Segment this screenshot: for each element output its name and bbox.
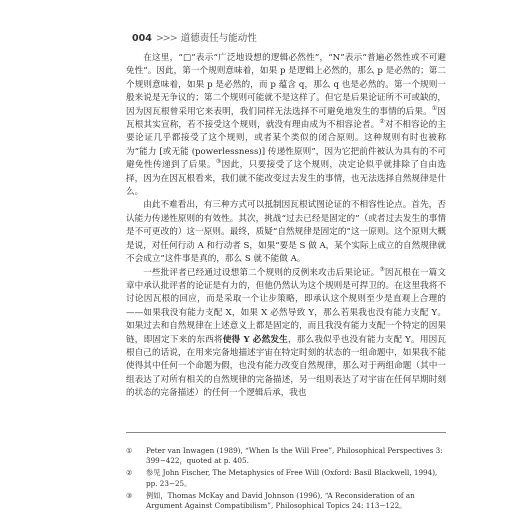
page-number: 004 [132,33,152,44]
running-header [132,30,432,44]
header-separator: >>> [155,33,177,44]
footnotes [126,446,446,513]
footnote [126,491,446,511]
footnote [126,446,446,466]
book-title: 道德责任与能动性 [180,33,257,44]
footnote-ref-3b: ③ [379,265,385,273]
footnote-number: ③ [126,490,133,500]
paragraph-3: 一些批评者已经通过设想第二个规则的反例来攻击后果论证。③因瓦根在一篇文章中承认批评者的论证是有力的，但他仍然认为这个规则是可捍卫的。在这里我将不讨论因瓦根的回应，而是采取一个让步策略，即承认这个规则至少是直观上合理的——如果我没有能力支配 X，如果 X 必然导致 Y，那么若果我也没有能力支配 Y。如果过去和自然规律在上述意义上都是固定的，而且我没有能力支配一个特定的因果链，即固定下来的东西将使得 Y 必然发生，那么我似乎也没有能力支配 Y。用因瓦根自己的话说，在用来完备地描述宇宙在特定时刻的状态的一组命题中，如果我不能使得其中任何一个命题为假，也没有能力改变自然规律，那么对于两组命题（其中一组表达了对所有相关的自然规律的完备描述，另一组则表达了对宇宙在任何早期时刻的状态的完备描述）的任何一个逻辑后承，我也 [126,265,447,399]
footnote-ref-2: ② [379,118,385,126]
footnote [126,468,446,488]
emphasis-text: 使得 Y 必然发生 [222,334,288,345]
footnote-text: 参见 John Fischer, The Metaphysics of Free Will (Oxford: Basil Blackwell, 1994), pp. 23−25。 [146,468,438,488]
footnote-number: ② [126,468,133,478]
main-text [126,52,446,401]
footnote-text: Peter van Inwagen (1989), “When Is the Will Free”, Philosophical Perspectives 3: 399−422，quoted at p. 405. [146,446,443,466]
footnote-text: 例如，Thomas McKay and David Johnson (1996), “A Reconsideration of an Argument Against Compatibilism”, Philosophical Topics 24: 113−122。 [146,490,415,511]
paragraph-2: 由此不难看出，有三种方式可以抵制因瓦根试图论证的不相容性论点。首先，否认能力传递性原则的有效性。其次，挑战“过去已经是固定的”（或者过去发生的事情是不可更改的）这一原则。最终，质疑“自然规律是固定的”这一原则。这个原则大概是说，对任何行动 A 和行动者 S，如果“要是 S 做 A，某个实际上成立的自然规律就不会成立”这件事是真的，那么 S 就不能做 A。 [126,200,446,265]
footnote-ref-1: ① [431,104,438,112]
footnote-divider [126,432,446,433]
footnote-ref-3: ③ [215,158,222,166]
paragraph-1: 在这里，“□”表示“广泛地设想的逻辑必然性”，“N”表示“普遍必然性或不可避免性”。因此，第一个规则意味着，如果 p 是逻辑上必然的，那么 p 是必然的；第二个规则意味着，如果 p 是必然的，而 p 蕴含 q，那么 q 也是必然的。第一个规则一般来说是无争议的；第二个规则可能就不是这样了。但它是后果论证所不可或缺的，因为因瓦根曾采用它来表明，我们同样无法选择不可避免地发生的事情的后果。①因瓦根其实宣称，若不接受这个规则，就没有理由成为不相容论者。②对不相容论的主要论证几乎都接受了这个规则，或者某个类似的闭合原则。这种规则有时也被称为“能力 [或无能 (powerlessness)] 传递性原则”，因为它把前件被认为具有的不可避免性传递到了后果。③因此，只要接受了这个规则，决定论似乎就排除了自由选择，因为在因瓦根看来，我们就不能改变过去发生的事情，也无法选择自然规律是什么。 [126,53,446,198]
footnote-number: ① [126,446,133,455]
